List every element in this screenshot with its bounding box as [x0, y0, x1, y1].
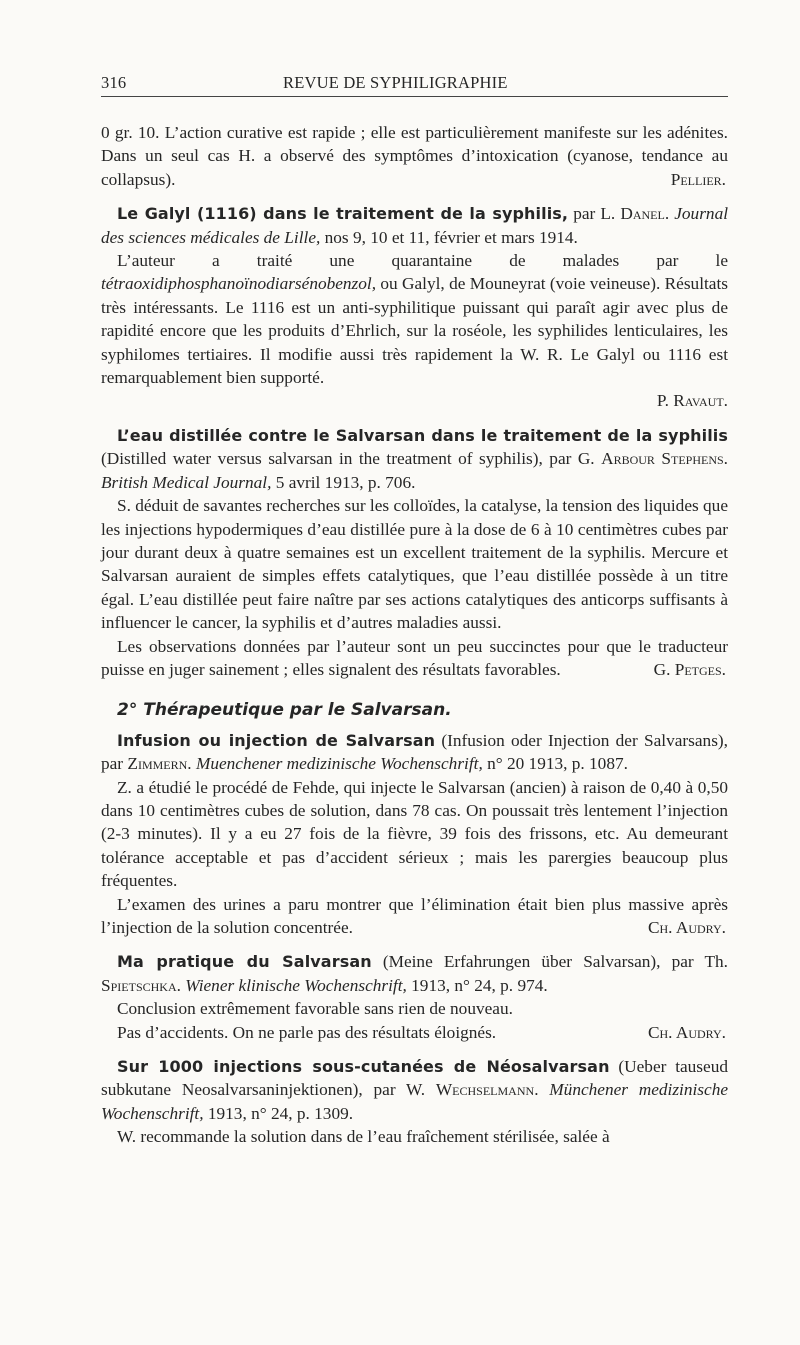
entry-journal: British Medical Journal,: [101, 472, 272, 492]
page-number: 316: [101, 73, 127, 92]
entry-body: Les observations données par l’auteur sont un peu succinctes pour que le traducteur puisse en juger sainement ; elles signalent des résultats favorables.: [101, 636, 728, 679]
reviewer-signature: Ch. Audry.: [647, 918, 726, 937]
entry-title: L’eau distillée contre le Salvarsan dans le traitement de la syphilis: [117, 425, 728, 445]
entry-body: S. déduit de savantes recherches sur les colloïdes, la catalyse, la tension des liquides que les injections hypodermiques d’eau distillée pure à la dose de 6 à 10 centimètres cubes par jour durant deux à quatre semaines est un excellent traitement de la syphilis. Mercure et Salvarsan auraient de simples effets catalytiques, que l’eau distillée possède à un titre égal. L’eau distillée peut faire naître par ses actions catalytiques des anticorps suffisants à influencer le cancer, la syphilis et d’autres maladies aussi.: [101, 496, 728, 633]
page-content: [101, 121, 728, 1149]
entry-journal: Wiener klinische Wochenschrift,: [185, 975, 407, 995]
review-entry: Infusion ou injection de Salvarsan (Infusion oder Injection der Salvarsans), par Zimmern. Muenchener medizinische Wochenschrift, n° 20 1913, p. 1087. Z. a étudié le procédé de Fehde, qui injecte le Salvarsan (ancien) à raison de 0,40 à 0,50 dans 10 centimètres cubes de solution, dans 78 cas. On poussait très lentement l’injection (2-3 minutes). Il y a eu 27 fois de la fièvre, 39 fois des frissons, etc. Au demeurant tolérance acceptable et pas d’accident sérieux ; mais les parergies beaucoup plus fréquentes. L’examen des urines a paru montrer que l’élimination était bien plus massive après l’injection de la solution concentrée. Ch. Audry.: [101, 729, 728, 940]
entry-journal: Münchener medizinische Wochenschrift,: [101, 1080, 729, 1123]
entry-journal: Journal des sciences médicales de Lille,: [101, 204, 729, 247]
entry-title: Sur 1000 injections sous-cutanées de Néosalvarsan: [117, 1057, 610, 1077]
entry-author: Danel: [620, 204, 665, 224]
entry-body: 0 gr. 10. L’action curative est rapide ; elle est particulièrement manifeste sur les adénites. Dans un seul cas H. a observé des symptômes d’intoxication (cyanose, tendance au collapsus).: [101, 123, 728, 189]
review-entry: L’eau distillée contre le Salvarsan dans le traitement de la syphilis (Distilled water versus salvarsan in the treatment of syphilis), par G. Arbour Stephens. British Medical Journal, 5 avril 1913, p. 706. S. déduit de savantes recherches sur les colloïdes, la catalyse, la tension des liquides que les injections hypodermiques d’eau distillée pure à la dose de 6 à 10 centimètres cubes par jour durant deux à quatre semaines est un excellent traitement de la syphilis. Mercure et Salvarsan auraient de simples effets catalytiques, que l’eau distillée possède à un titre égal. L’eau distillée peut faire naître par ses actions catalytiques des anticorps suffisants à influencer le cancer, la syphilis et d’autres maladies aussi. Les observations données par l’auteur sont un peu succinctes pour que le traducteur puisse en juger sainement ; elles signalent des résultats favorables. G. Petges.: [101, 424, 728, 681]
entry-reference: 1913, n° 24, p. 974.: [406, 975, 548, 995]
entry-reference: 1913, n° 24, p. 1309.: [203, 1103, 354, 1123]
running-title: REVUE DE SYPHILIGRAPHIE: [283, 73, 508, 92]
review-entry: [101, 121, 728, 191]
entry-body: ou Galyl, de Mouneyrat (voie veineuse). Résultats très intéressants. Le 1116 est un anti-syphilitique puissant qui paraît agir avec plus de rapidité encore que les produits d’Ehrlich, sur la roséole, les syphilides lenticulaires, les syphilomes tertiaires. Il modifie aussi très rapidement la W. R. Le Galyl ou 1116 est remarquablement bien supporté.: [101, 274, 728, 388]
entry-body: Conclusion extrêmement favorable sans rien de nouveau.: [117, 999, 513, 1019]
entry-author: Wechselmann: [435, 1080, 535, 1100]
entry-body: L’examen des urines a paru montrer que l’élimination était bien plus massive après l’injection de la solution concentrée.: [101, 894, 728, 937]
entry-body: Pas d’accidents. On ne parle pas des résultats éloignés.: [117, 1022, 497, 1042]
entry-title: Infusion ou injection de Salvarsan: [117, 730, 436, 750]
review-entry: Ma pratique du Salvarsan (Meine Erfahrungen über Salvarsan), par Th. Spietschka. Wiener klinische Wochenschrift, 1913, n° 24, p. 974. Conclusion extrêmement favorable sans rien de nouveau. Pas d’accidents. On ne parle pas des résultats éloignés. Ch. Audry.: [101, 950, 728, 1044]
entry-journal: Muenchener medizinische Wochenschrift,: [195, 754, 483, 774]
entry-body: W. recommande la solution dans de l’eau fraîchement stérilisée, salée à: [117, 1127, 610, 1147]
entry-title: Le Galyl (1116) dans le traitement de la syphilis,: [117, 204, 569, 224]
section-heading: 2° Thérapeutique par le Salvarsan.: [117, 700, 452, 721]
entry-author: Arbour Stephens: [601, 449, 724, 469]
entry-body: Z. a étudié le procédé de Fehde, qui injecte le Salvarsan (ancien) à raison de 0,40 à 0,50 dans 10 centimètres cubes de solution, dans 78 cas. On poussait très lentement l’injection (2-3 minutes). Il y a eu 27 fois de la fièvre, 39 fois des frissons, etc. Au demeurant tolérance acceptable et pas d’accident sérieux ; mais les parergies beaucoup plus fréquentes.: [101, 777, 728, 891]
review-entry: Sur 1000 injections sous-cutanées de Néosalvarsan (Ueber tauseud subkutane Neosalvarsaninjektionen), par W. Wechselmann. Münchener medizinische Wochenschrift, 1913, n° 24, p. 1309. W. recommande la solution dans de l’eau fraîchement stérilisée, salée à: [101, 1055, 728, 1149]
reviewer-signature: Pellier.: [670, 169, 726, 189]
review-entry: Le Galyl (1116) dans le traitement de la syphilis, par L. Danel. Journal des sciences médicales de Lille, nos 9, 10 et 11, février et mars 1914. L’auteur a traité une quarantaine de malades par le tétraoxidiphosphanoïnodiarsénobenzol, ou Galyl, de Mouneyrat (voie veineuse). Résultats très intéressants. Le 1116 est un anti-syphilitique puissant qui paraît agir avec plus de rapidité encore que les produits d’Ehrlich, sur la roséole, les syphilides lenticulaires, les syphilomes tertiaires. Il modifie aussi très rapidement la W. R. Le Galyl ou 1116 est remarquablement bien supporté. P. Ravaut.: [101, 204, 729, 411]
entry-reference: 5 avril 1913, p. 706.: [271, 472, 416, 492]
page: [101, 66, 728, 1149]
reviewer-signature: G. Petges.: [653, 659, 726, 679]
page-header: [101, 66, 728, 97]
entry-author: Spietschka: [101, 975, 177, 995]
reviewer-signature: P. Ravaut.: [656, 391, 728, 411]
entry-author: Zimmern: [127, 754, 188, 774]
entry-title: Ma pratique du Salvarsan: [117, 952, 372, 972]
reviewer-signature: Ch. Audry.: [647, 1022, 726, 1042]
entry-by: par L.: [568, 204, 621, 224]
entry-reference: n° 20 1913, p. 1087.: [482, 754, 628, 774]
entry-reference: nos 9, 10 et 11, février et mars 1914.: [320, 227, 578, 247]
